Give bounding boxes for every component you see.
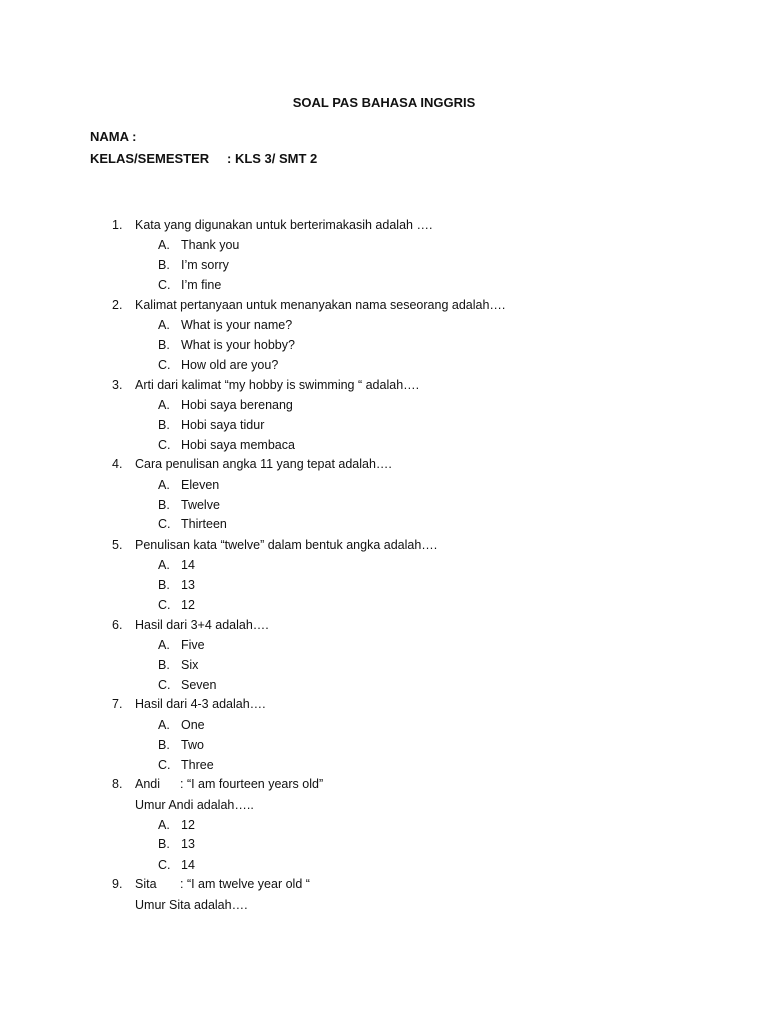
option-8a: A. 12 [158,818,195,832]
question-text: Kata yang digunakan untuk berterimakasih adalah …. [135,218,433,232]
option-7b: B. Two [158,738,204,752]
option-2b: B. What is your hobby? [158,338,295,352]
document-title: SOAL PAS BAHASA INGGRIS [292,95,476,110]
question-text: Penulisan kata “twelve” dalam bentuk angka adalah…. [135,538,438,552]
dialogue-quote: : “I am fourteen years old” [180,777,324,791]
option-3a: A. Hobi saya berenang [158,398,293,412]
question-text: Hasil dari 3+4 adalah…. [135,618,269,632]
question-8 [112,777,323,791]
question-5 [112,538,437,552]
option-3c: C. Hobi saya membaca [158,438,295,452]
question-3 [112,378,419,392]
question-text: Hasil dari 4-3 adalah…. [135,697,266,711]
option-5b: B. 13 [158,578,195,592]
nama-label: NAMA : [90,129,137,144]
option-4c: C. Thirteen [158,517,227,531]
question-4 [112,457,392,471]
option-5a: A. 14 [158,558,195,572]
question-number: 9. [112,877,123,891]
question-9-prompt: Umur Sita adalah…. [135,898,248,912]
option-6b: B. Six [158,658,199,672]
question-6 [112,618,269,632]
option-7c: C. Three [158,758,214,772]
question-number: 2. [112,298,123,312]
question-number: 8. [112,777,123,791]
option-4a: A. Eleven [158,478,220,492]
question-text: Kalimat pertanyaan untuk menanyakan nama seseorang adalah…. [135,298,506,312]
question-number: 7. [112,697,123,711]
question-7 [112,697,266,711]
question-text: Arti dari kalimat “my hobby is swimming “ adalah…. [135,378,420,392]
question-number: 5. [112,538,123,552]
option-1c: C. I’m fine [158,278,222,292]
question-2 [112,298,505,312]
option-6c: C. Seven [158,678,217,692]
kelas-value: : KLS 3/ SMT 2 [227,151,318,166]
kelas-field [90,151,318,166]
option-7a: A. One [158,718,205,732]
question-8-prompt: Umur Andi adalah….. [135,798,254,812]
option-4b: B. Twelve [158,498,220,512]
option-3b: B. Hobi saya tidur [158,418,265,432]
speaker-name: Andi [135,777,161,791]
nama-field [90,129,136,144]
question-1 [112,218,432,232]
option-1b: B. I’m sorry [158,258,229,272]
option-5c: C. 12 [158,598,195,612]
question-text: Cara penulisan angka 11 yang tepat adalah…. [135,457,392,471]
kelas-label: KELAS/SEMESTER [90,151,210,166]
option-2a: A. What is your name? [158,318,293,332]
option-8c: C. 14 [158,858,195,872]
option-8b: B. 13 [158,837,195,851]
dialogue-quote: : “I am twelve year old “ [180,877,310,891]
option-1a: A. Thank you [158,238,240,252]
question-number: 3. [112,378,123,392]
option-2c: C. How old are you? [158,358,279,372]
speaker-name: Sita [135,877,157,891]
question-number: 4. [112,457,123,471]
question-number: 6. [112,618,123,632]
option-6a: A. Five [158,638,205,652]
question-number: 1. [112,218,123,232]
question-9 [112,877,310,891]
